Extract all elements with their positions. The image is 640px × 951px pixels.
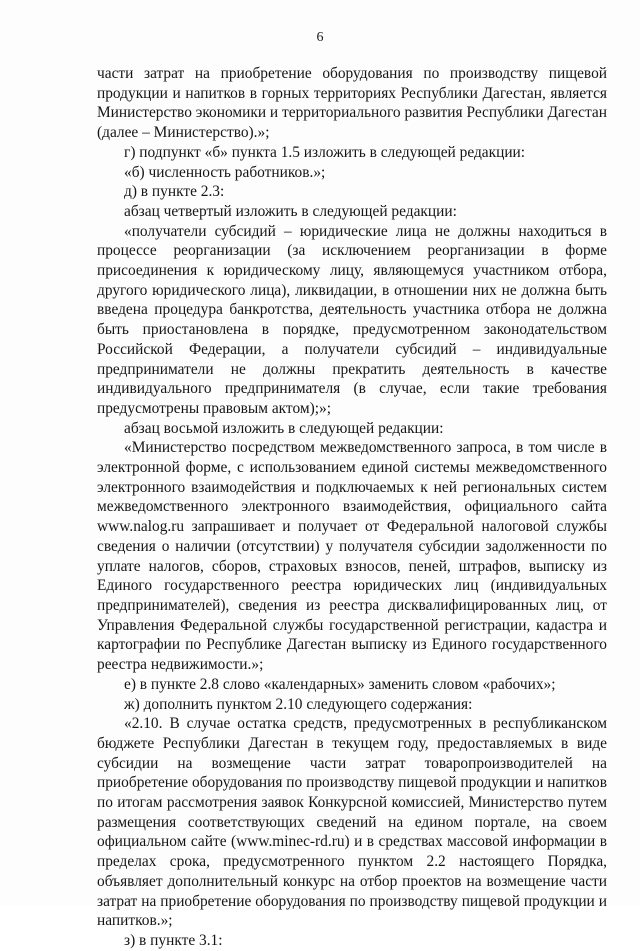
paragraph: «б) численность работников.»;: [124, 163, 326, 181]
paragraph: з) в пункте 3.1:: [124, 931, 223, 949]
paragraph: части затрат на приобретение оборудования по производству пищевой продукции и напитков в горных территориях Республики Дагестан, является Министерство экономики и территориального развития Республики Дагестан (далее – Министерство).»;: [97, 65, 607, 142]
paragraph: г) подпункт «б» пункта 1.5 изложить в следующей редакции:: [124, 143, 526, 161]
paragraph: е) в пункте 2.8 слово «календарных» заменить словом «рабочих»;: [124, 675, 556, 693]
paragraph: «2.10. В случае остатка средств, предусмотренных в республиканском бюджете Республики Дагестан в текущем году, предоставляемых в виде субсидии на возмещение части затрат товаропроизводителей на приобретение оборудования по производству пищевой продукции и напитков по итогам рассмотрения заявок Конкурсной комиссией, Министерство путем размещения соответствующих сведений на едином портале, на своем официальном сайте (www.minec-rd.ru) и в средствах массовой информации в пределах срока, предусмотренного пунктом 2.2 настоящего Порядка, объявляет дополнительный конкурс на отбор проектов на возмещение части затрат на приобретение оборудования по производству пищевой продукции и напитков.»;: [97, 715, 607, 930]
document-body: [97, 64, 607, 951]
page-number: 6: [316, 30, 324, 45]
paragraph: «получатели субсидий – юридические лица не должны находиться в процессе реорганизации (за исключением реорганизации в форме присоединения к юридическому лицу, являющемуся участником отбора, другого юридического лица), ликвидации, в отношении них не должна быть введена процедура банкротства, деятельность участника отбора не должна быть приостановлена в порядке, предусмотренном законодательством Российской Федерации, а получатели субсидий – индивидуальные предприниматели не должны прекратить деятельность в качестве индивидуального предпринимателя (в случае, если такие требования предусмотрены правовым актом);»;: [97, 222, 607, 417]
paragraph: абзац восьмой изложить в следующей редакции:: [124, 419, 444, 437]
paragraph: абзац четвертый изложить в следующей редакции:: [124, 202, 457, 220]
paragraph: д) в пункте 2.3:: [124, 183, 225, 201]
paragraph: «Министерство посредством межведомственного запроса, в том числе в электронной форме, с использованием единой системы межведомственного электронного взаимодействия и подключаемых к ней региональных систем межведомственного электронного взаимодействия, официального сайта www.nalog.ru запрашивает и получает от Федеральной налоговой службы сведения о наличии (отсутствии) у получателя субсидии задолженности по уплате налогов, сборов, страховых взносов, пеней, штрафов, выписку из Единого государственного реестра юридических лиц (индивидуальных предпринимателей), сведения из реестра дисквалифицированных лиц, от Управления Федеральной службы государственной регистрации, кадастра и картографии по Республике Дагестан выписку из Единого государственного реестра недвижимости.»;: [97, 439, 607, 674]
paragraph: ж) дополнить пунктом 2.10 следующего содержания:: [124, 695, 473, 713]
